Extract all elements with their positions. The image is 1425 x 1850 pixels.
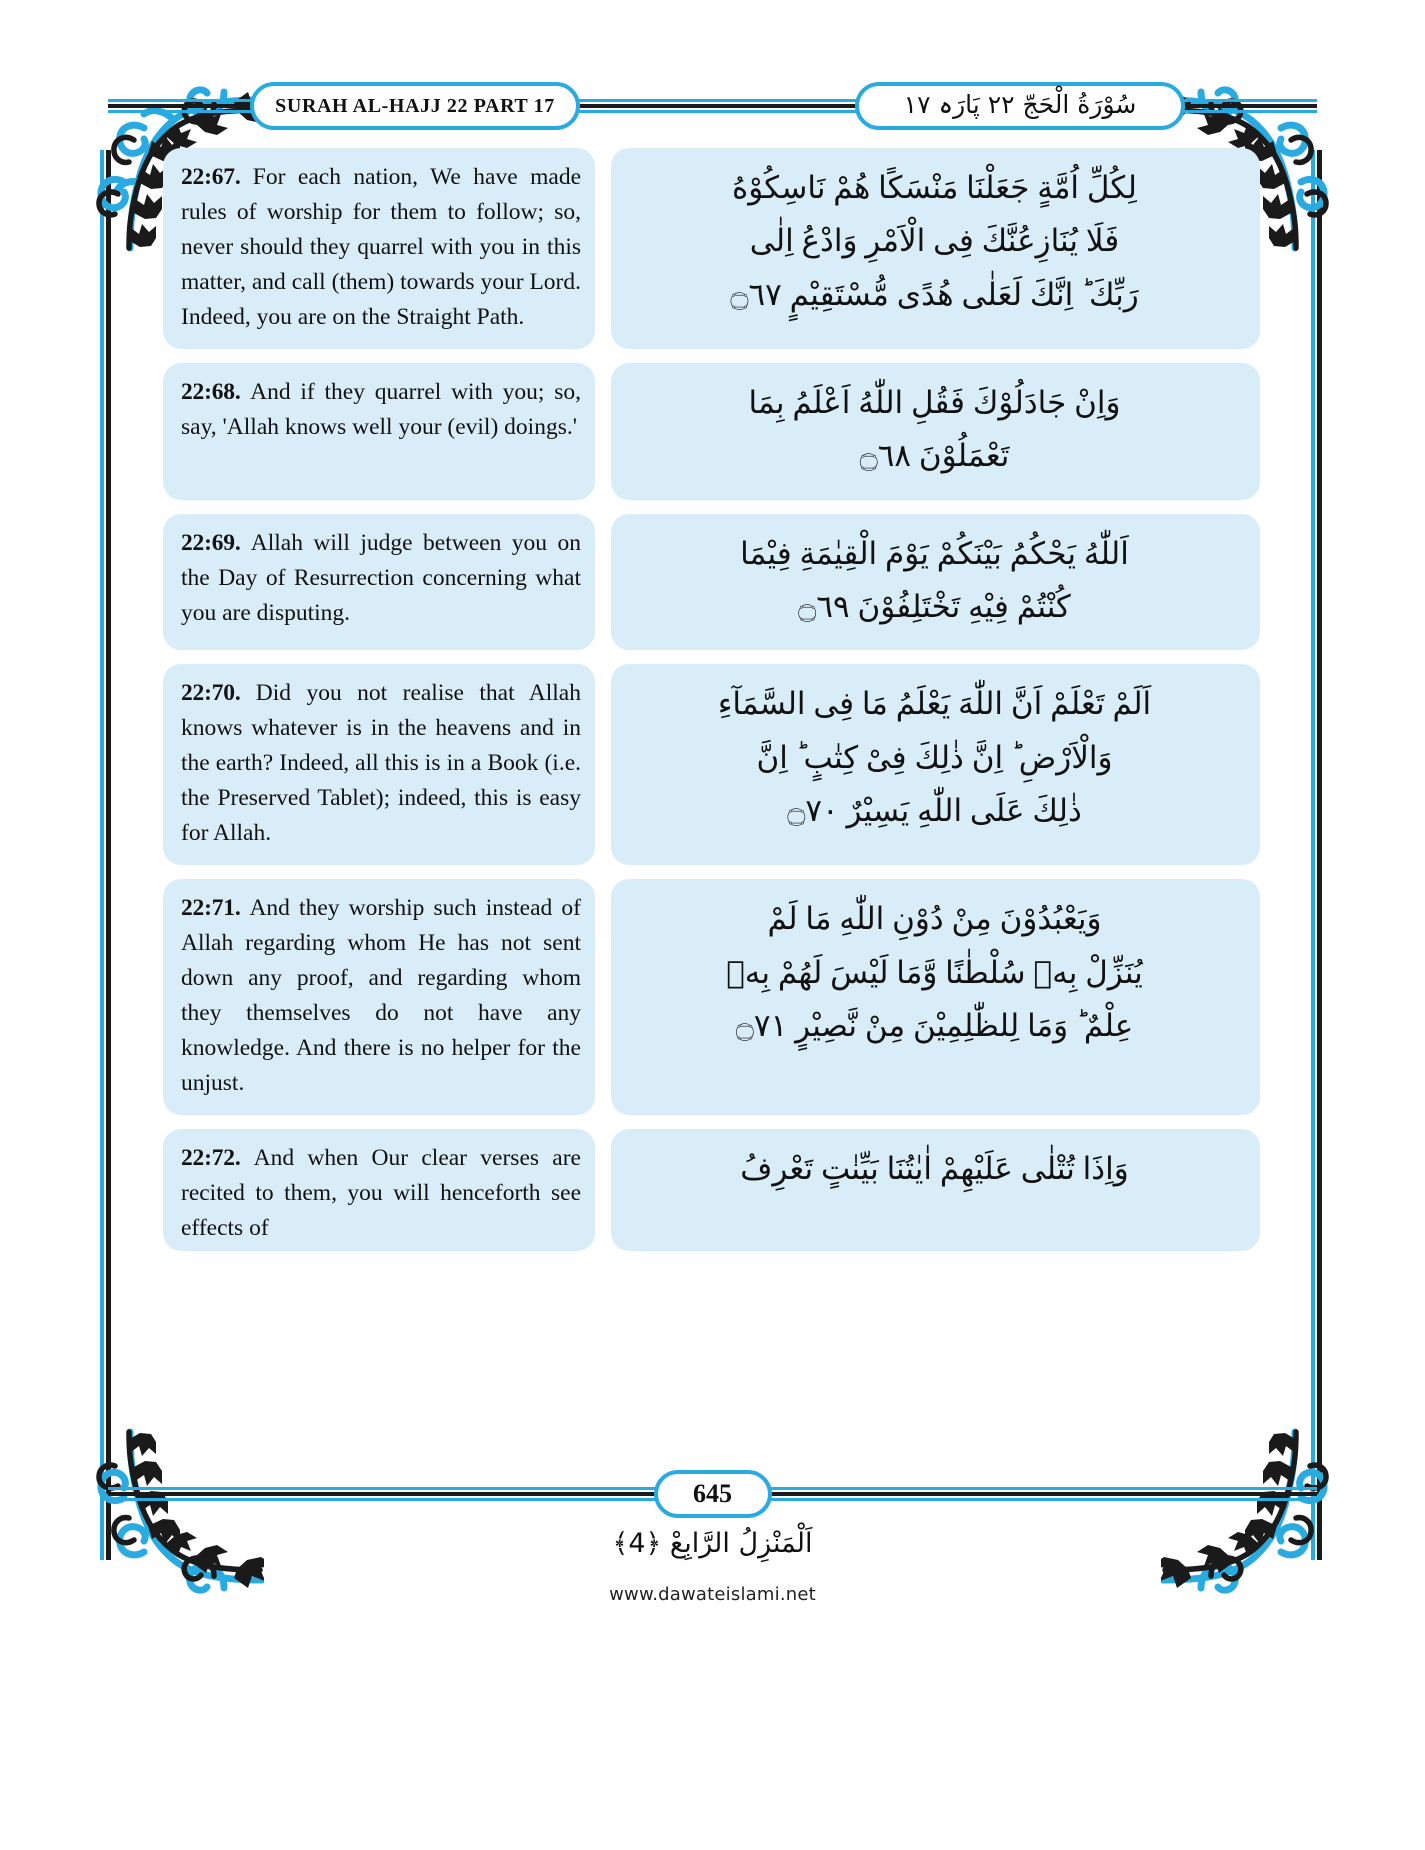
verse-reference: 22:70.	[181, 680, 256, 707]
verse-translation-panel	[163, 879, 595, 1115]
arabic-line: اَللّٰهُ يَحْكُمُ بَيْنَكُمْ يَوْمَ الْقِيٰمَةِ فِيْمَا	[740, 535, 1129, 572]
verse-reference: 22:71.	[181, 895, 250, 922]
frame-left-rule	[100, 150, 114, 1560]
arabic-line: ذٰلِكَ عَلَى اللّٰهِ يَسِيْرٌ ۝٧٠	[787, 792, 1082, 829]
arabic-line: فَلَا يُنَازِعُنَّكَ فِى الْاَمْرِ وَادْعُ اِلٰى	[749, 223, 1120, 260]
verse-reference: 22:72.	[181, 1145, 254, 1172]
verse-arabic-panel	[611, 363, 1260, 500]
verse-reference: 22:68.	[181, 379, 251, 405]
arabic-line: عِلْمٌ ؕ وَمَا لِلظّٰلِمِيْنَ مِنْ نَّصِيْرٍ ۝٧١	[735, 1007, 1134, 1044]
verse-translation-text: For each nation, We have made rules of worship for them to follow; so, never should they quarrel with you in this matter, and call (them) towards your Lord. Indeed, you are on the Straight Path.	[181, 164, 581, 330]
verse-row	[163, 363, 1260, 500]
verse-translation-panel	[163, 514, 595, 651]
verse-translation-panel	[163, 148, 595, 349]
verse-list	[163, 148, 1260, 1265]
verse-translation-text: Did you not realise that Allah knows whatever is in the heavens and in the earth? Indeed, all this is in a Book (i.e. the Preserved Tablet); indeed, this is easy for Allah.	[181, 680, 581, 847]
verse-row	[163, 1129, 1260, 1251]
surah-title-badge-ar	[855, 82, 1185, 130]
page-footer	[108, 1470, 1317, 1518]
verse-translation-text: And they worship such instead of Allah regarding whom He has not sent down any proof, and regarding whom they themselves do not have any knowledge. And there is no helper for the unjust.	[181, 895, 581, 1097]
manzil-label: اَلْمَنْزِلُ الرَّابِعْ ﴿4﴾	[612, 1528, 813, 1559]
verse-arabic-panel	[611, 148, 1260, 349]
verse-arabic-panel	[611, 514, 1260, 651]
arabic-line: اَلَمْ تَعْلَمْ اَنَّ اللّٰهَ يَعْلَمُ مَا فِى السَّمَآءِ	[717, 686, 1152, 723]
page-number-text: 645	[693, 1479, 732, 1508]
surah-title-badge-en	[250, 82, 580, 130]
website-url[interactable]: www.dawateislami.net	[609, 1584, 816, 1605]
verse-row	[163, 879, 1260, 1115]
arabic-line: كُنْتُمْ فِيْهِ تَخْتَلِفُوْنَ ۝٦٩	[798, 588, 1071, 625]
verse-arabic-panel	[611, 879, 1260, 1115]
verse-translation-text: Allah will judge between you on the Day of Resurrection concerning what you are disputing.	[181, 529, 581, 626]
frame-right-rule	[1311, 150, 1325, 1560]
arabic-line: وَالْاَرْضِ ؕ اِنَّ ذٰلِكَ فِىْ كِتٰبٍ ؕ اِنَّ	[756, 739, 1113, 776]
verse-translation-text: And when Our clear verses are recited to them, you will henceforth see effects of	[181, 1145, 581, 1242]
verse-reference: 22:67.	[181, 164, 253, 190]
verse-translation-panel	[163, 363, 595, 500]
verse-reference: 22:69.	[181, 529, 251, 556]
page-number-badge	[654, 1470, 772, 1518]
arabic-line: لِكُلِّ اُمَّةٍ جَعَلْنَا مَنْسَكًا هُمْ نَاسِكُوْهُ	[732, 170, 1137, 206]
surah-title-text-ar: سُوْرَةُ الْحَجّ ٢٢ پَارَہ ١٧	[903, 89, 1137, 119]
arabic-line: يُنَزِّلْ بِهٖ سُلْطٰنًا وَّمَا لَيْسَ لَهُمْ بِهٖ	[726, 954, 1143, 991]
verse-arabic-panel	[611, 664, 1260, 865]
surah-title-text-en: SURAH AL-HAJJ 22 PART 17	[275, 94, 555, 117]
arabic-line: وَيَعْبُدُوْنَ مِنْ دُوْنِ اللّٰهِ مَا لَمْ	[767, 901, 1102, 938]
arabic-line: تَعْمَلُوْنَ ۝٦٨	[859, 438, 1010, 475]
verse-translation-panel	[163, 664, 595, 865]
arabic-line: وَاِذَا تُتْلٰى عَلَيْهِمْ اٰيٰتُنَا بَيِّنٰتٍ تَعْرِفُ	[740, 1151, 1129, 1188]
page-header	[108, 82, 1317, 130]
verse-arabic-panel	[611, 1129, 1260, 1251]
verse-row	[163, 514, 1260, 651]
verse-row	[163, 664, 1260, 865]
verse-row	[163, 148, 1260, 349]
verse-translation-panel	[163, 1129, 595, 1251]
arabic-line: رَبِّكَ ؕ اِنَّكَ لَعَلٰى هُدًى مُّسْتَقِيْمٍ ۝٦٧	[730, 276, 1139, 313]
verse-translation-text: And if they quarrel with you; so, say, 'Allah knows well your (evil) doings.'	[181, 379, 581, 440]
arabic-line: وَاِنْ جَادَلُوْكَ فَقُلِ اللّٰهُ اَعْلَمُ بِمَا	[748, 385, 1121, 421]
